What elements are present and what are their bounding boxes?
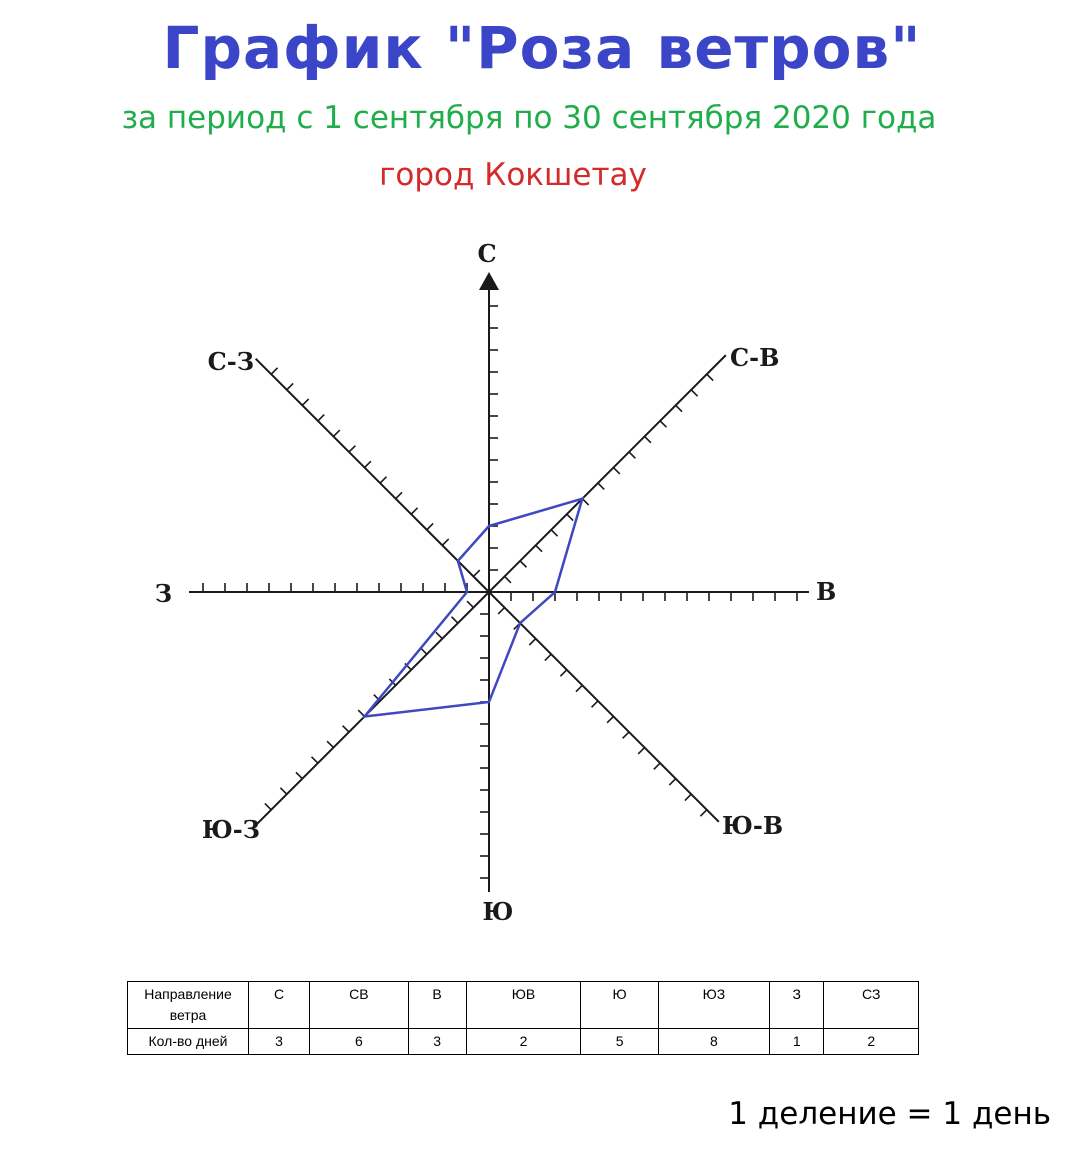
axes-group bbox=[189, 282, 809, 892]
axis-tick bbox=[287, 383, 293, 389]
label-southwest: Ю-З bbox=[201, 815, 260, 844]
table-cell: СЗ bbox=[824, 982, 919, 1029]
table-cell: 2 bbox=[466, 1029, 581, 1055]
axis-tick bbox=[660, 421, 666, 427]
table-cell: СВ bbox=[310, 982, 409, 1029]
axis-tick bbox=[318, 415, 324, 421]
axis-tick bbox=[629, 452, 635, 458]
axis-northeast bbox=[489, 355, 726, 592]
axis-tick bbox=[551, 530, 557, 536]
table-cell: 1 bbox=[770, 1029, 824, 1055]
table-cell: С bbox=[249, 982, 310, 1029]
axis-tick bbox=[645, 436, 651, 442]
axis-tick bbox=[676, 405, 682, 411]
axis-tick bbox=[613, 468, 619, 474]
axis-tick bbox=[442, 539, 448, 545]
table-cell: 3 bbox=[249, 1029, 310, 1055]
axis-tick bbox=[312, 757, 318, 763]
axis-tick bbox=[669, 779, 675, 785]
axis-tick bbox=[436, 632, 442, 638]
labels-group bbox=[155, 239, 837, 926]
label-southeast: Ю-В bbox=[722, 811, 784, 840]
axis-tick bbox=[576, 685, 582, 691]
axis-tick bbox=[505, 576, 511, 582]
axis-tick bbox=[343, 726, 349, 732]
table-cell: 3 bbox=[408, 1029, 466, 1055]
axis-tick bbox=[427, 523, 433, 529]
label-east: В bbox=[816, 577, 837, 606]
axis-tick bbox=[396, 492, 402, 498]
table-cell: 2 bbox=[824, 1029, 919, 1055]
axis-tick bbox=[607, 716, 613, 722]
axis-tick bbox=[691, 390, 697, 396]
axis-tick bbox=[567, 514, 573, 520]
axis-tick bbox=[545, 654, 551, 660]
axis-tick bbox=[536, 545, 542, 551]
axis-tick bbox=[638, 748, 644, 754]
label-west: З bbox=[154, 579, 172, 608]
axis-tick bbox=[327, 741, 333, 747]
table-cell: 5 bbox=[581, 1029, 658, 1055]
axis-tick bbox=[411, 508, 417, 514]
table-cell: В bbox=[408, 982, 466, 1029]
chart-title: График "Роза ветров" bbox=[162, 14, 922, 82]
label-south: Ю bbox=[482, 897, 514, 926]
chart-subtitle: за период с 1 сентября по 30 сентября 2020 года bbox=[121, 100, 937, 136]
axis-tick bbox=[365, 461, 371, 467]
axis-tick bbox=[349, 446, 355, 452]
axis-tick bbox=[685, 794, 691, 800]
table-cell: 8 bbox=[658, 1029, 769, 1055]
chart-city: город Кокшетау bbox=[379, 157, 647, 193]
label-northwest: С-З bbox=[207, 347, 254, 376]
axis-tick bbox=[265, 803, 271, 809]
scale-note: 1 деление = 1 день bbox=[728, 1096, 1051, 1132]
axis-tick bbox=[296, 772, 302, 778]
axis-tick bbox=[271, 368, 277, 374]
label-north: С bbox=[477, 239, 497, 268]
axis-tick bbox=[520, 561, 526, 567]
table-header-days: Кол-во дней bbox=[128, 1029, 249, 1055]
axis-tick bbox=[623, 732, 629, 738]
axis-tick bbox=[598, 483, 604, 489]
axis-tick bbox=[560, 670, 566, 676]
axis-tick bbox=[380, 477, 386, 483]
axis-tick bbox=[333, 430, 339, 436]
axis-tick bbox=[529, 639, 535, 645]
axis-tick bbox=[700, 810, 706, 816]
label-northeast: С-В bbox=[730, 343, 780, 372]
axis-tick bbox=[280, 788, 286, 794]
axis-tick bbox=[473, 570, 479, 576]
axis-tick bbox=[358, 710, 364, 716]
north-arrow-head bbox=[479, 272, 499, 290]
table-cell: Ю bbox=[581, 982, 658, 1029]
axis-tick bbox=[654, 763, 660, 769]
table-cell: 6 bbox=[310, 1029, 409, 1055]
table-row-directions bbox=[128, 982, 919, 1029]
axis-northwest bbox=[256, 359, 489, 592]
axis-tick bbox=[592, 701, 598, 707]
axis-tick bbox=[498, 608, 504, 614]
table-header-direction: Направление ветра bbox=[128, 982, 249, 1029]
axis-tick bbox=[707, 374, 713, 380]
wind-table bbox=[127, 981, 919, 1055]
axis-tick bbox=[302, 399, 308, 405]
table-row-days bbox=[128, 1029, 919, 1055]
table-cell: ЮВ bbox=[466, 982, 581, 1029]
axis-southeast bbox=[489, 592, 719, 822]
table-cell: ЮЗ bbox=[658, 982, 769, 1029]
table-cell: З bbox=[770, 982, 824, 1029]
axis-tick bbox=[452, 617, 458, 623]
axis-tick bbox=[467, 601, 473, 607]
